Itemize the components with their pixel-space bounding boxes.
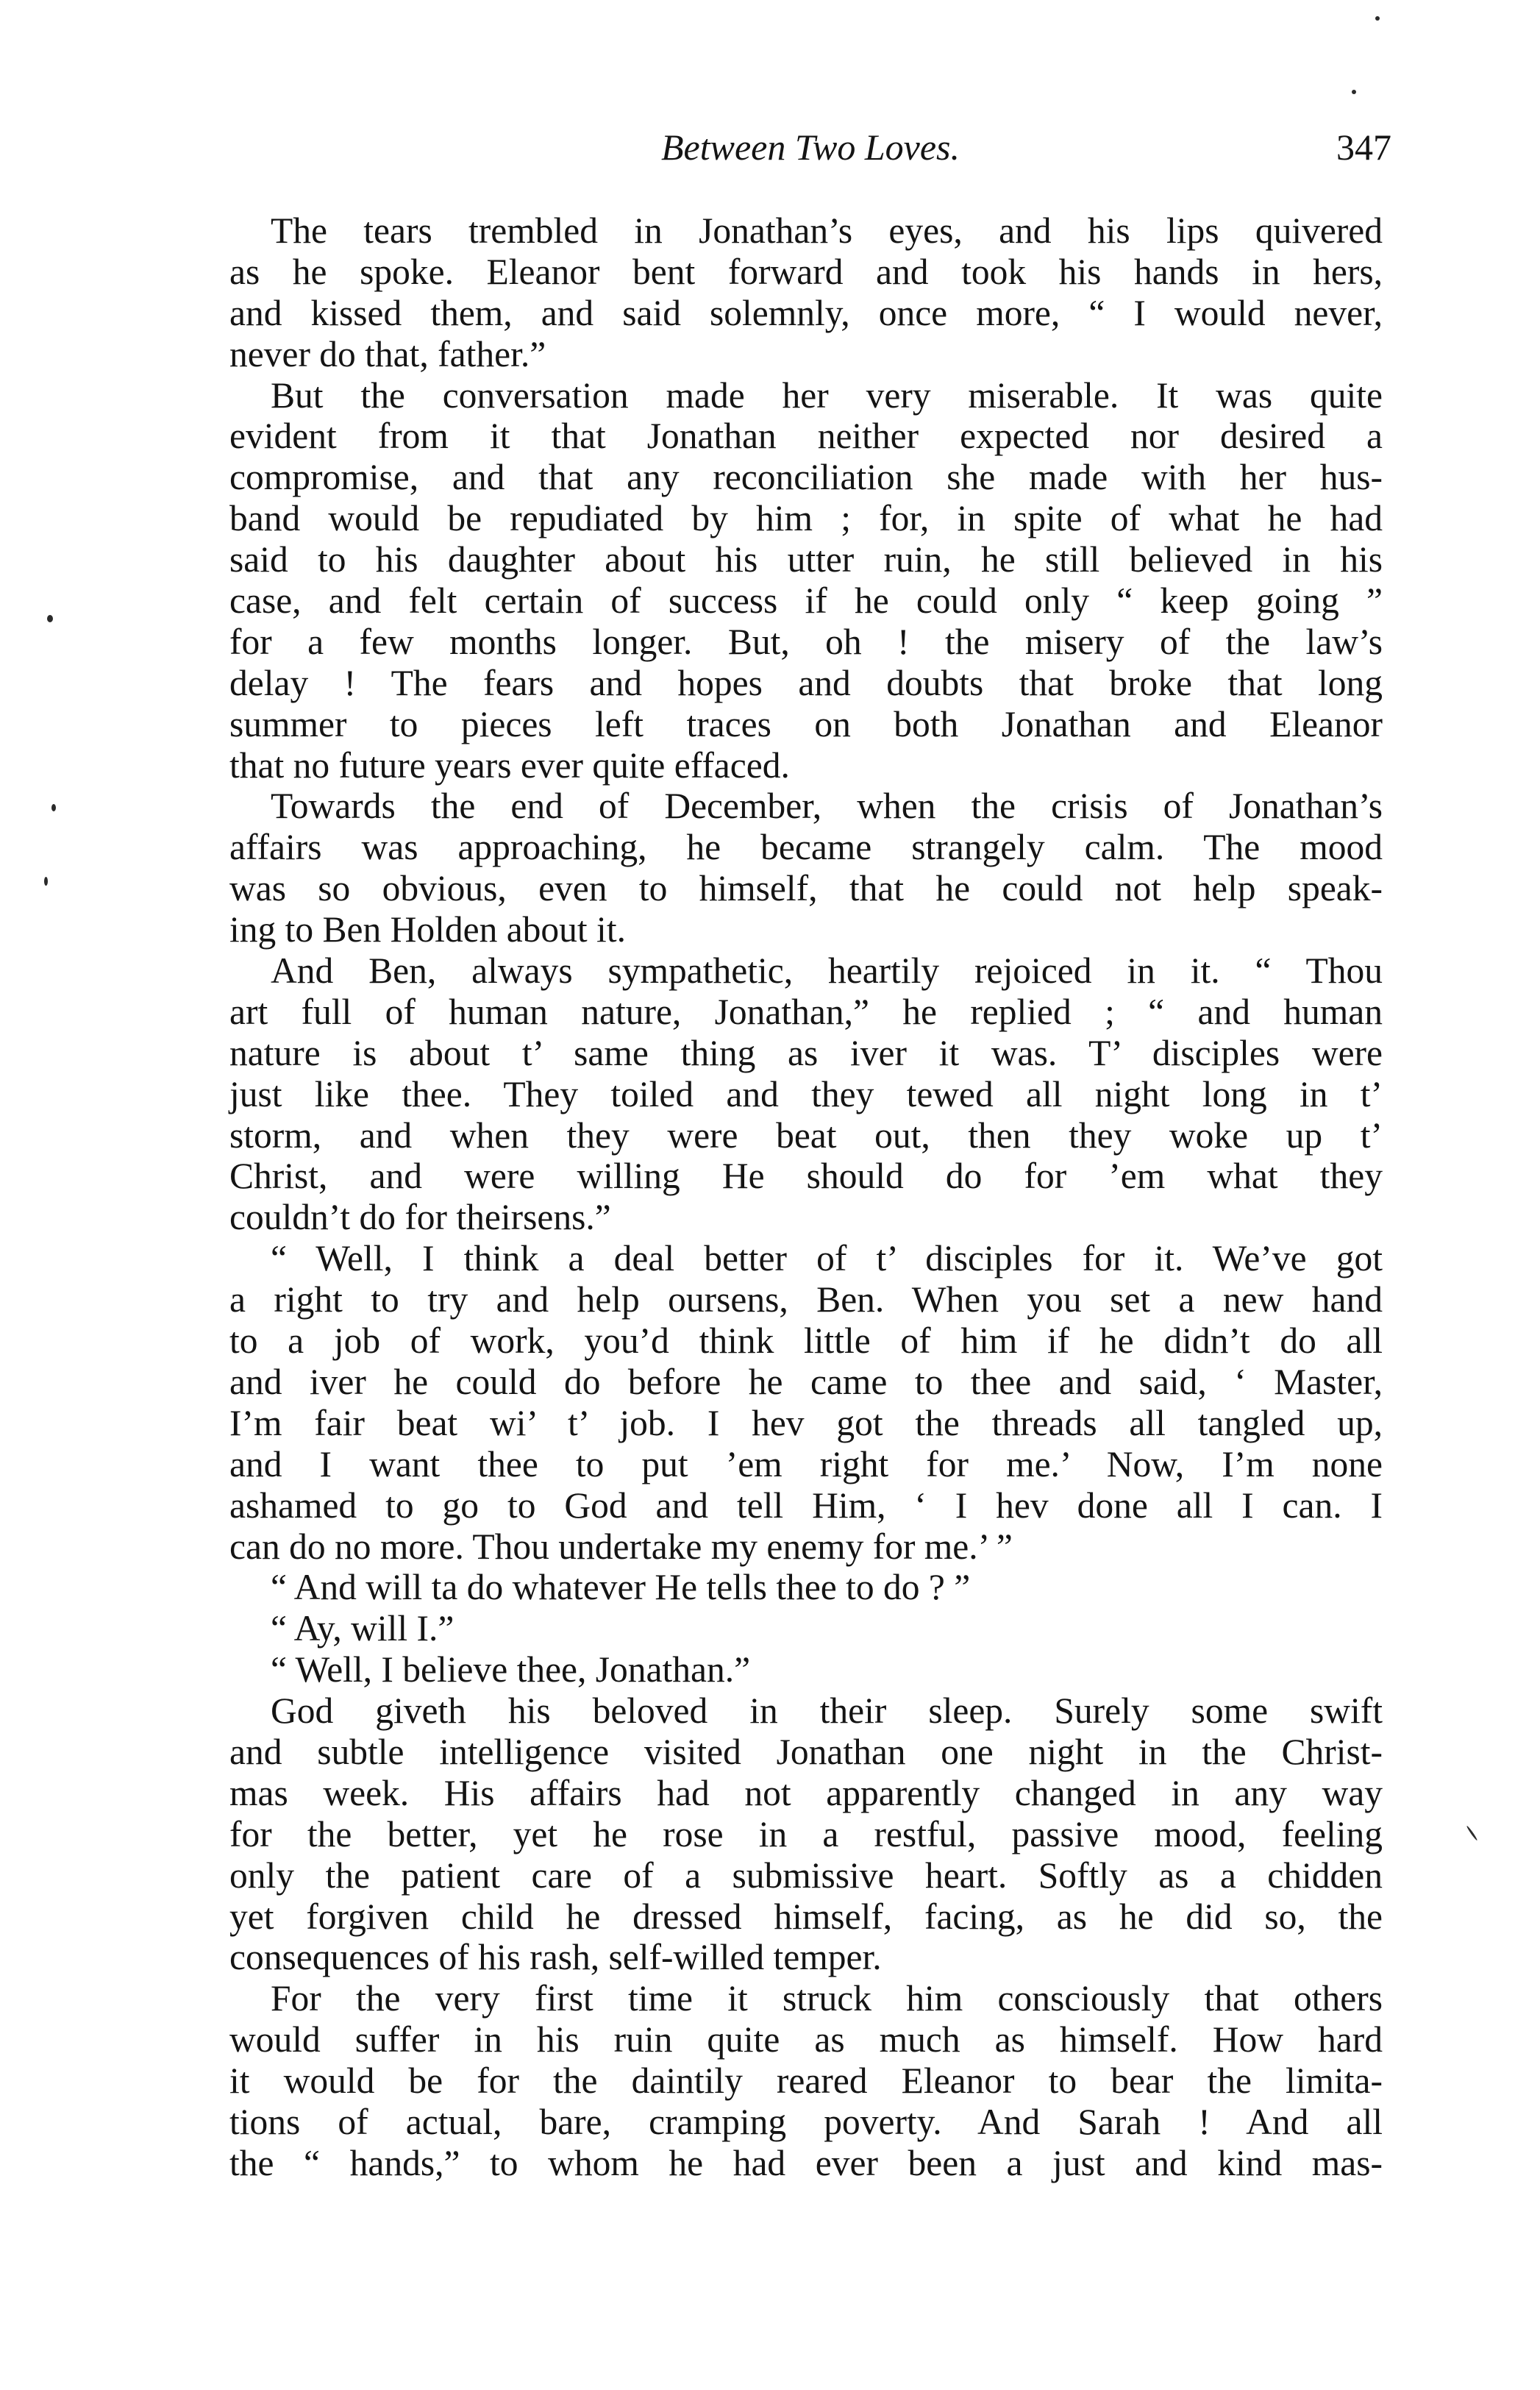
running-title: Between Two Loves. (661, 127, 960, 168)
text-line: summer to pieces left traces on both Jonathan and Eleanor (229, 703, 1383, 744)
text-line: “ Well, I believe thee, Jonathan.” (271, 1649, 751, 1690)
text-line: was so obvious, even to himself, that he could not help speak- (229, 868, 1383, 909)
text-line: to a job of work, you’d think little of him if he didn’t do all (229, 1320, 1383, 1362)
text-line: Towards the end of December, when the crisis of Jonathan’s (271, 786, 1383, 827)
text-line: “ Ay, will I.” (271, 1608, 454, 1649)
text-line: And Ben, always sympathetic, heartily rejoiced in it. “ Thou (271, 950, 1383, 992)
text-line: art full of human nature, Jonathan,” he replied ; “ and human (229, 991, 1383, 1032)
text-line: The tears trembled in Jonathan’s eyes, and his lips quivered (271, 210, 1383, 251)
text-line: For the very first time it struck him consciously that others (271, 1978, 1383, 2019)
text-line: Christ, and were willing He should do for ’em what they (229, 1156, 1383, 1197)
text-line: for the better, yet he rose in a restful, passive mood, feeling (229, 1813, 1383, 1854)
text-line: that no future years ever quite effaced. (229, 744, 790, 786)
print-speck (51, 804, 56, 811)
text-line: consequences of his rash, self-willed temper. (229, 1937, 882, 1978)
text-line: and I want thee to put ’em right for me.’ Now, I’m none (229, 1443, 1383, 1484)
text-line: only the patient care of a submissive heart. Softly as a chidden (229, 1854, 1383, 1896)
text-line: tions of actual, bare, cramping poverty. And Sarah ! And all (229, 2101, 1383, 2142)
text-line: yet forgiven child he dressed himself, facing, as he did so, the (229, 1896, 1383, 1937)
text-line: case, and felt certain of success if he could only “ keep going ” (229, 580, 1383, 622)
text-line: and subtle intelligence visited Jonathan one night in the Christ- (229, 1731, 1383, 1772)
text-line: and kissed them, and said solemnly, once more, “ I would never, (229, 292, 1383, 333)
print-speck (1352, 90, 1356, 94)
text-line: as he spoke. Eleanor bent forward and took his hands in hers, (229, 251, 1383, 292)
text-line: “ And will ta do whatever He tells thee to do ? ” (271, 1567, 971, 1608)
text-line: “ Well, I think a deal better of t’ disciples for it. We’ve got (271, 1238, 1383, 1279)
print-speck (47, 615, 53, 622)
print-speck (44, 877, 48, 886)
text-line: never do that, father.” (229, 333, 546, 374)
text-line: nature is about t’ same thing as iver it was. T’ disciples were (229, 1032, 1383, 1073)
text-line: I’m fair beat wi’ t’ job. I hev got the threads all tangled up, (229, 1402, 1383, 1443)
print-speck (1466, 1825, 1477, 1840)
text-line: would suffer in his ruin quite as much as himself. How hard (229, 2019, 1383, 2060)
text-line: a right to try and help oursens, Ben. When you set a new hand (229, 1279, 1383, 1320)
text-line: But the conversation made her very miserable. It was quite (271, 374, 1383, 416)
text-line: evident from it that Jonathan neither expected nor desired a (229, 416, 1383, 457)
text-line: couldn’t do for theirsens.” (229, 1197, 611, 1238)
text-line: can do no more. Thou undertake my enemy for me.’ ” (229, 1526, 1013, 1567)
page-header (229, 124, 1391, 171)
text-line: said to his daughter about his utter ruin, he still believed in his (229, 539, 1383, 580)
print-speck (1375, 16, 1380, 21)
text-line: delay ! The fears and hopes and doubts that broke that long (229, 662, 1383, 703)
text-line: band would be repudiated by him ; for, in spite of what he had (229, 498, 1383, 539)
text-line: mas week. His affairs had not apparently changed in any way (229, 1772, 1383, 1813)
text-line: compromise, and that any reconciliation she made with her hus- (229, 457, 1383, 498)
text-line: it would be for the daintily reared Eleanor to bear the limita- (229, 2060, 1383, 2102)
text-line: ashamed to go to God and tell Him, ‘ I hev done all I can. I (229, 1484, 1383, 1526)
text-line: for a few months longer. But, oh ! the misery of the law’s (229, 621, 1383, 662)
text-line: affairs was approaching, he became strangely calm. The mood (229, 827, 1383, 868)
page-number: 347 (1336, 127, 1391, 168)
text-line: the “ hands,” to whom he had ever been a just and kind mas- (229, 2142, 1383, 2183)
text-line: ing to Ben Holden about it. (229, 909, 626, 950)
body-text (229, 210, 1383, 2184)
text-line: storm, and when they were beat out, then they woke up t’ (229, 1114, 1383, 1156)
text-line: just like thee. They toiled and they tewed all night long in t’ (229, 1073, 1383, 1114)
text-line: and iver he could do before he came to thee and said, ‘ Master, (229, 1361, 1383, 1402)
text-line: God giveth his beloved in their sleep. Surely some swift (271, 1690, 1383, 1732)
